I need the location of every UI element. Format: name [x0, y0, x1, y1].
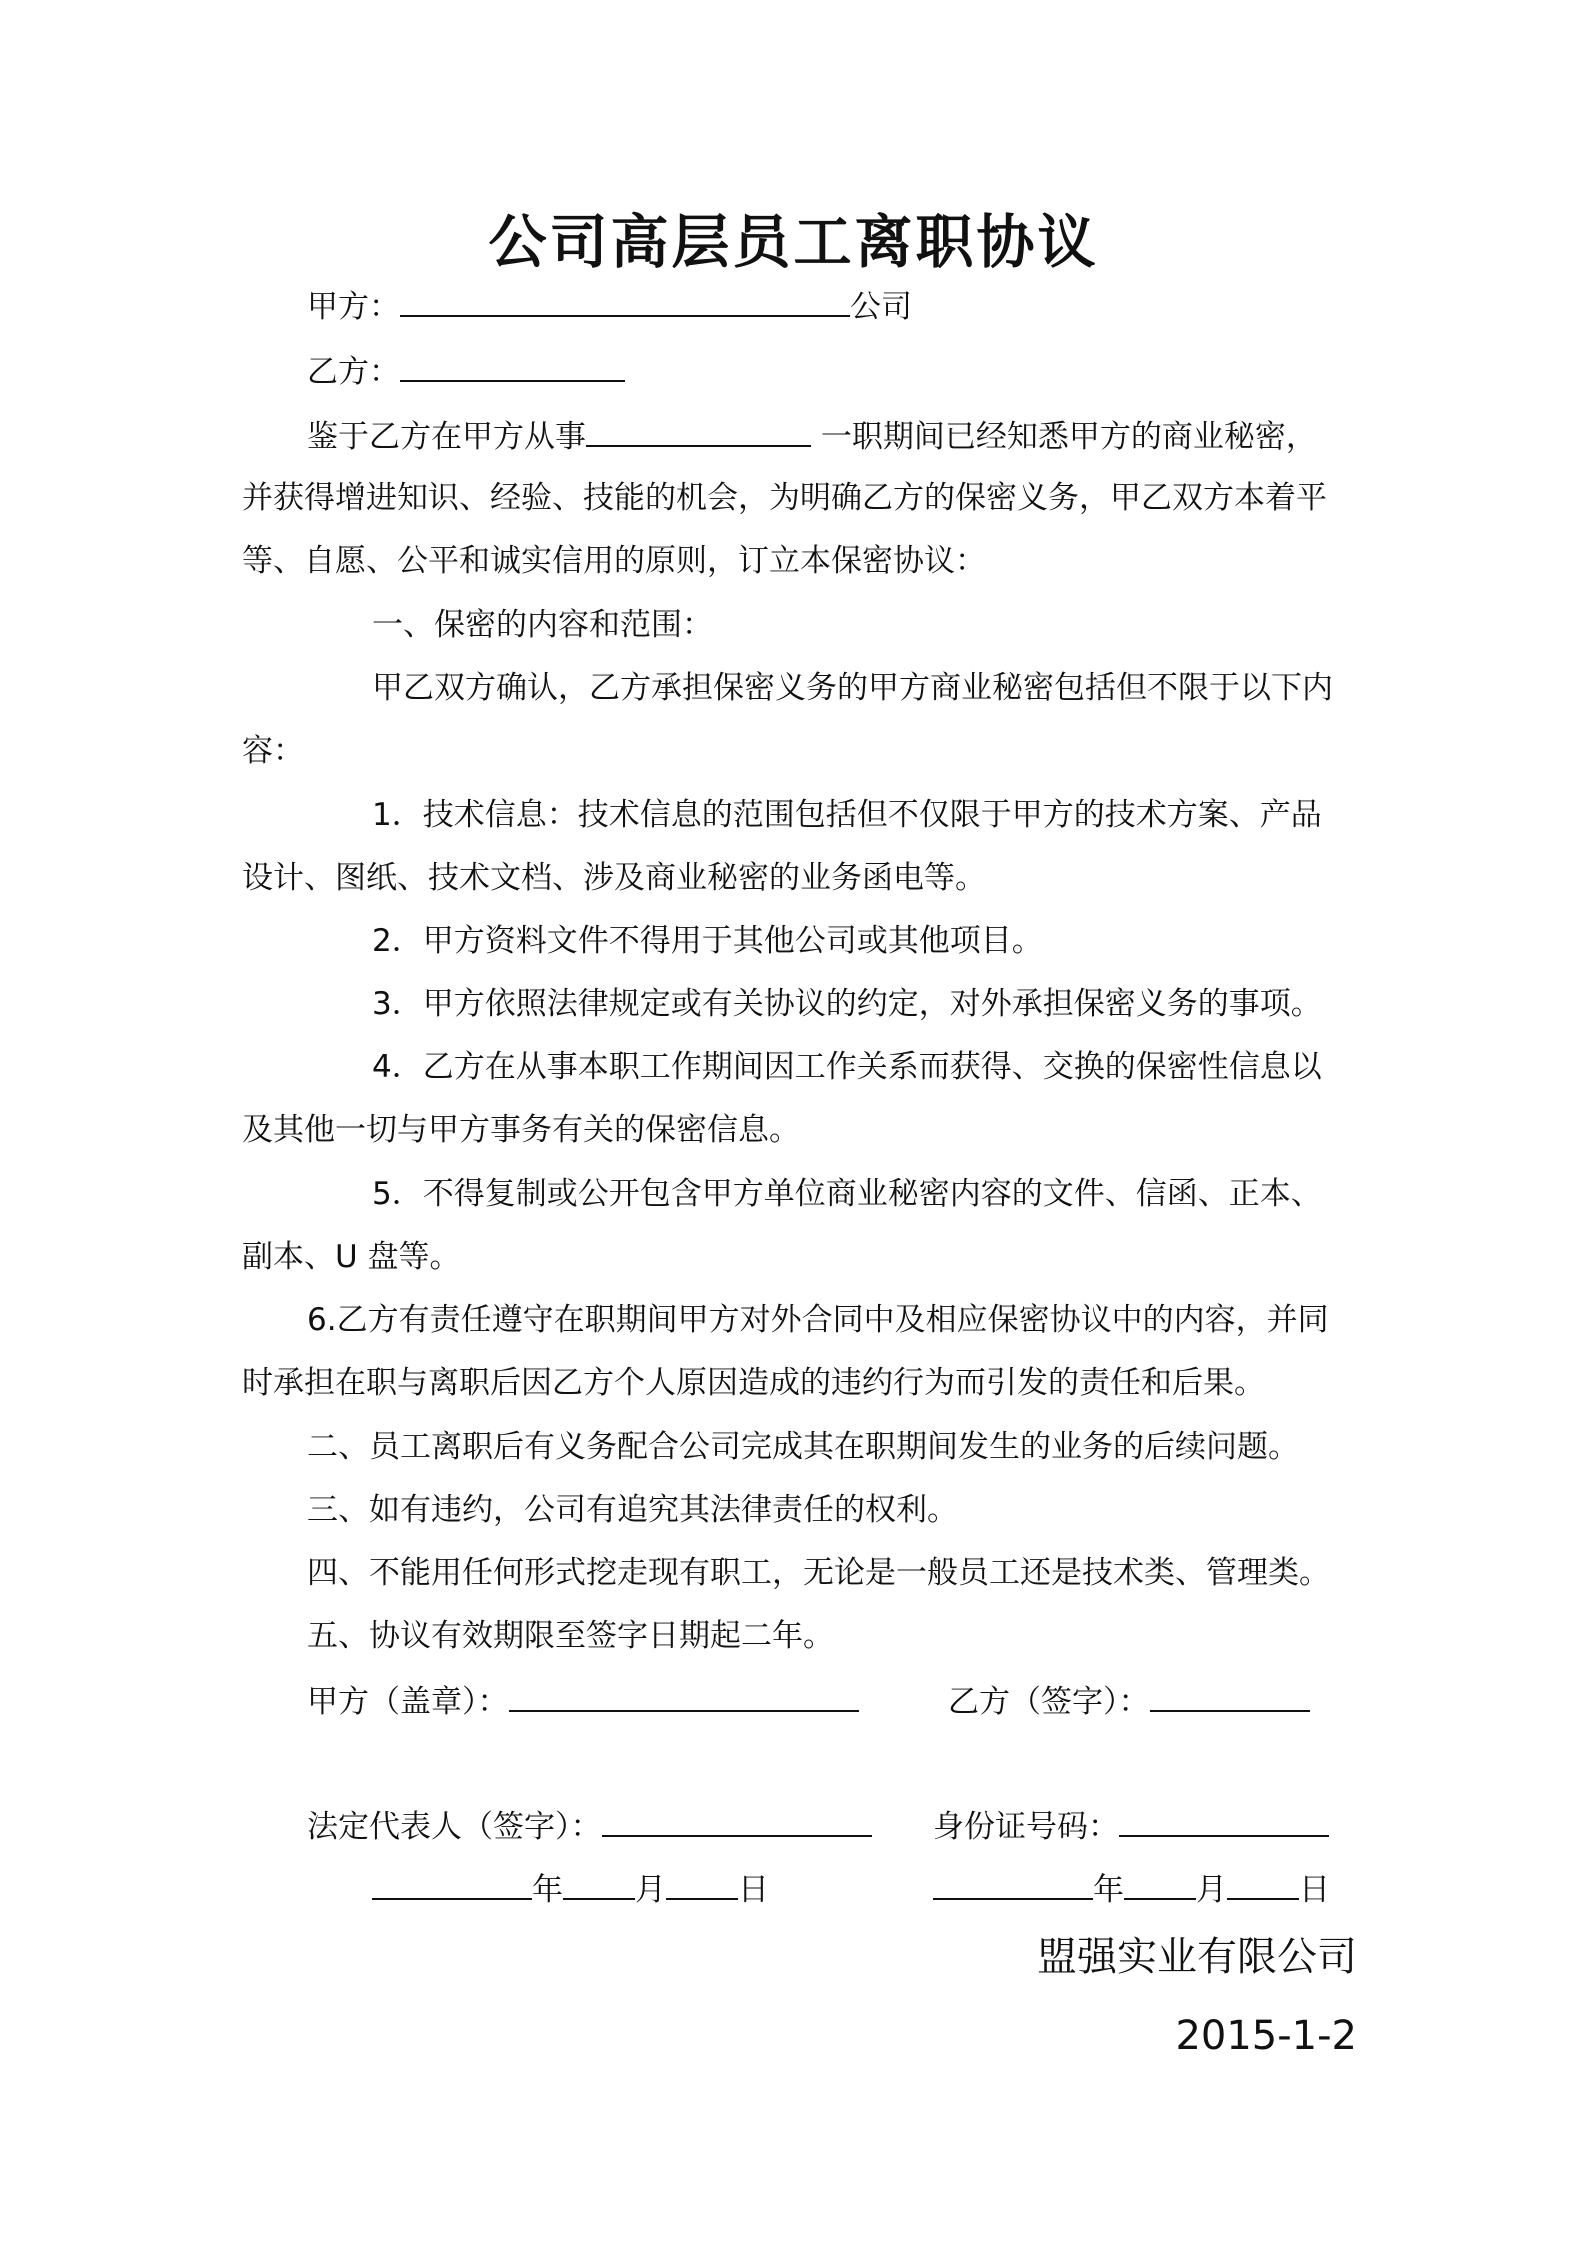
date-b-line: [933, 1868, 1363, 1910]
sign-a-label: 甲方（盖章）：: [307, 1684, 509, 1720]
date-a-year-blank[interactable]: [372, 1868, 532, 1900]
party-b-line: [307, 350, 1422, 392]
party-a-blank[interactable]: [400, 285, 850, 317]
intro-text-b: 一职期间已经知悉甲方的商业秘密，: [811, 419, 1317, 455]
party-a-line: [307, 285, 1422, 327]
date-a-year-label: 年: [532, 1872, 563, 1908]
date-b-month-label: 月: [1196, 1872, 1227, 1908]
position-blank[interactable]: [586, 415, 811, 447]
item3: 3．甲方依照法律规定或有关协议的约定，对外承担保密义务的事项。: [372, 986, 1322, 1022]
intro-line-1: [307, 415, 1422, 457]
item1-line1: 1．技术信息：技术信息的范围包括但不仅限于甲方的技术方案、产品: [372, 797, 1322, 833]
section5: 五、协议有效期限至签字日期起二年。: [307, 1618, 834, 1654]
section1-intro-1: 甲乙双方确认，乙方承担保密义务的甲方商业秘密包括但不限于以下内: [372, 670, 1333, 706]
date-a-month-label: 月: [635, 1872, 666, 1908]
intro-text-a: 鉴于乙方在甲方从事: [307, 419, 586, 455]
item4-line1: 4．乙方在从事本职工作期间因工作关系而获得、交换的保密性信息以: [372, 1049, 1322, 1085]
document-date: 2015-1-2: [1175, 2013, 1357, 2059]
party-b-blank[interactable]: [400, 350, 625, 382]
date-b-year-label: 年: [1093, 1872, 1124, 1908]
id-blank[interactable]: [1119, 1805, 1329, 1837]
company-name: 盟强实业有限公司: [1037, 1934, 1357, 1980]
date-b-day-blank[interactable]: [1227, 1868, 1299, 1900]
date-b-month-blank[interactable]: [1124, 1868, 1196, 1900]
party-a-suffix: 公司: [850, 289, 912, 325]
item1-line2: 设计、图纸、技术文档、涉及商业秘密的业务函电等。: [242, 860, 986, 896]
legal-rep-blank[interactable]: [602, 1805, 872, 1837]
intro-line-3: 等、自愿、公平和诚实信用的原则，订立本保密协议：: [242, 543, 986, 579]
document-title: 公司高层员工离职协议: [488, 208, 1099, 276]
item5-line2: 副本、U 盘等。: [242, 1239, 461, 1275]
item4-line2: 及其他一切与甲方事务有关的保密信息。: [242, 1112, 800, 1148]
section4: 四、不能用任何形式挖走现有职工，无论是一般员工还是技术类、管理类。: [307, 1555, 1330, 1591]
sign-a-blank[interactable]: [509, 1680, 859, 1712]
date-a-line: [372, 1868, 792, 1910]
legal-rep-label: 法定代表人（签字）：: [307, 1809, 602, 1845]
id-label: 身份证号码：: [933, 1809, 1119, 1845]
item6-line1: 6.乙方有责任遵守在职期间甲方对外合同中及相应保密协议中的内容，并同: [307, 1302, 1329, 1338]
section1-heading: 一、保密的内容和范围：: [372, 607, 713, 643]
section2: 二、员工离职后有义务配合公司完成其在职期间发生的业务的后续问题。: [307, 1429, 1299, 1465]
sign-b-line: [948, 1680, 1368, 1722]
item6-line2: 时承担在职与离职后因乙方个人原因造成的违约行为而引发的责任和后果。: [242, 1365, 1265, 1401]
item5-line1: 5．不得复制或公开包含甲方单位商业秘密内容的文件、信函、正本、: [372, 1176, 1322, 1212]
party-b-label: 乙方：: [307, 354, 400, 390]
section3: 三、如有违约，公司有追究其法律责任的权利。: [307, 1492, 958, 1528]
id-line: [933, 1805, 1363, 1847]
date-a-day-label: 日: [738, 1872, 769, 1908]
sign-b-blank[interactable]: [1150, 1680, 1310, 1712]
intro-line-2: 并获得增进知识、经验、技能的机会，为明确乙方的保密义务，甲乙双方本着平: [242, 480, 1327, 516]
date-a-day-blank[interactable]: [666, 1868, 738, 1900]
date-b-day-label: 日: [1299, 1872, 1330, 1908]
date-a-month-blank[interactable]: [563, 1868, 635, 1900]
item2: 2．甲方资料文件不得用于其他公司或其他项目。: [372, 923, 1043, 959]
section1-intro-2: 容：: [242, 733, 304, 769]
party-a-label: 甲方：: [307, 289, 400, 325]
date-b-year-blank[interactable]: [933, 1868, 1093, 1900]
sign-b-label: 乙方（签字）：: [948, 1684, 1150, 1720]
